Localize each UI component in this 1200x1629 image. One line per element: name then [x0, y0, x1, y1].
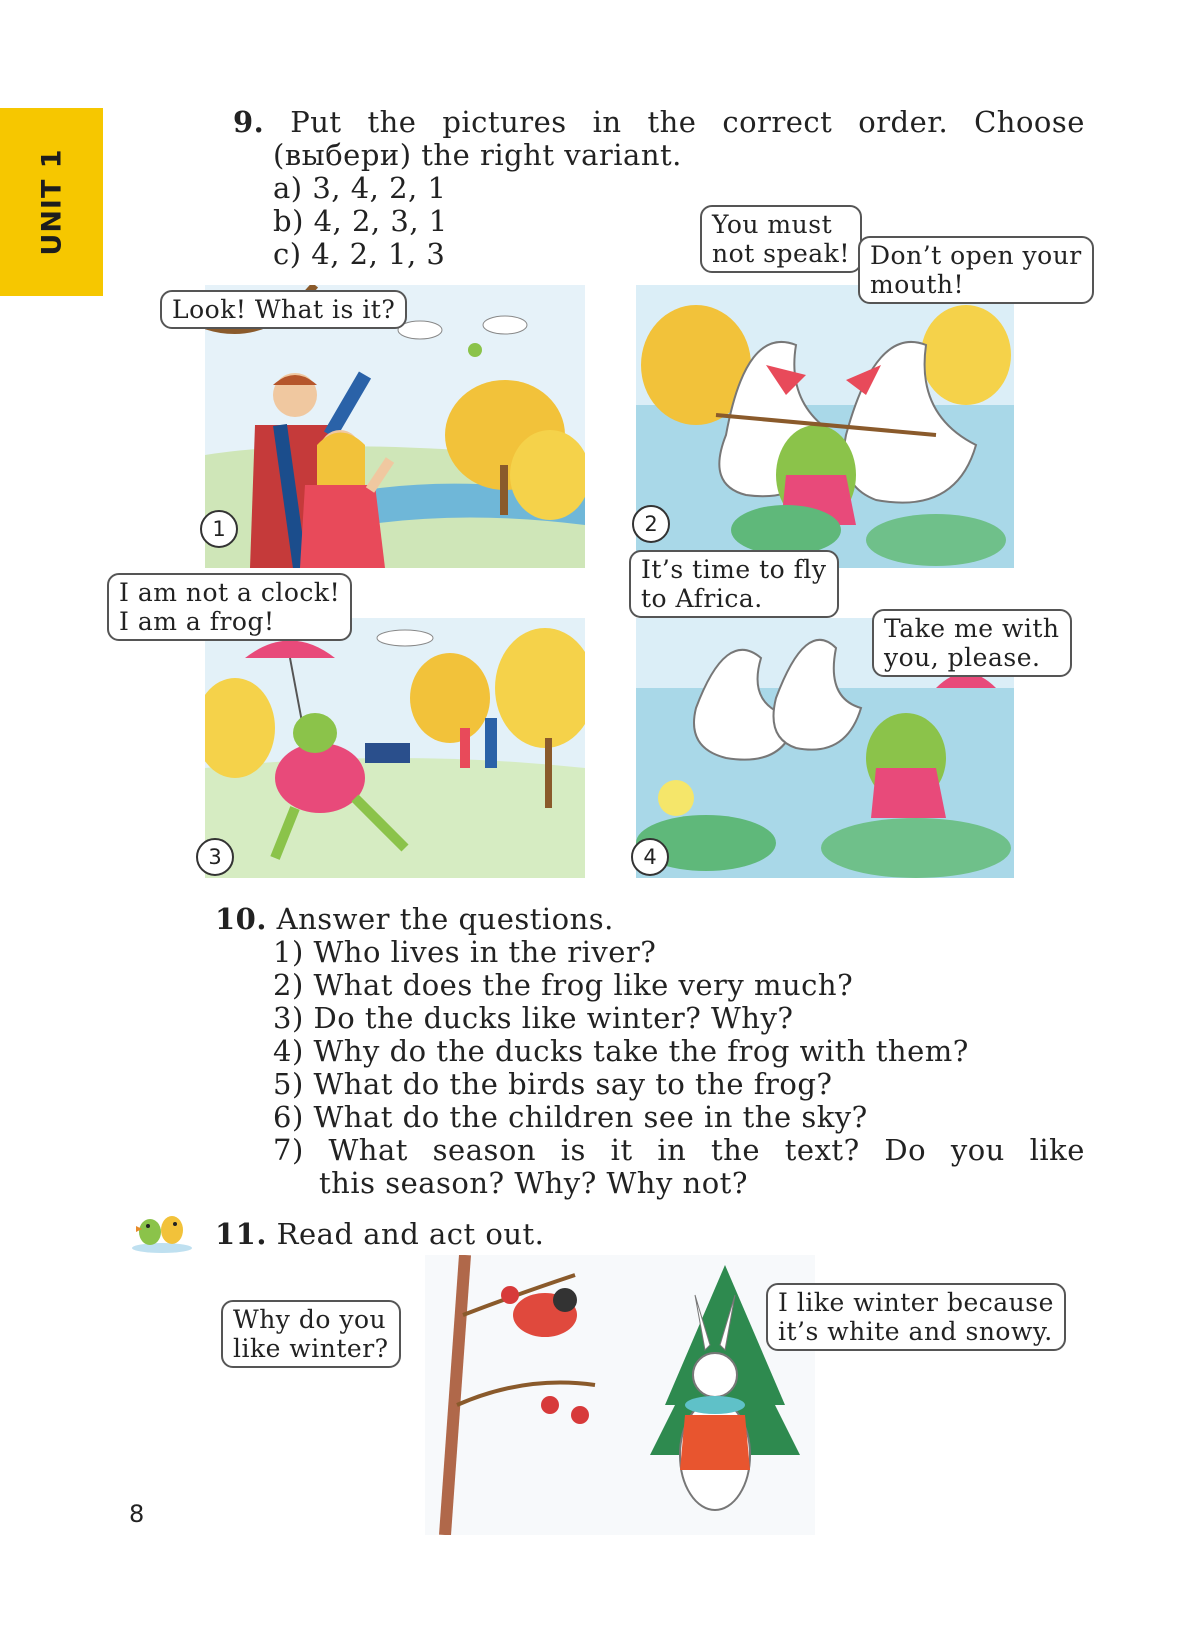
ex10-question-7-line2: this season? Why? Why not?: [319, 1166, 748, 1200]
picture-2-bubble-right-text: Don’t open your mouth!: [870, 241, 1082, 299]
picture-3-bubble-text: I am not a clock! I am a frog!: [119, 578, 341, 636]
ex9-line1-word: correct: [722, 105, 833, 139]
ex9-line1-word: in: [592, 105, 622, 139]
picture-4-bubble-right: [872, 609, 1072, 677]
ex9-line1-words: [233, 106, 1085, 139]
ex10-question-7-word: in: [657, 1133, 687, 1167]
picture-2-bubble-right: [858, 236, 1094, 304]
ex10-question-7-word: like: [1029, 1133, 1085, 1167]
picture-2-number: 2: [632, 505, 670, 543]
ex10-question-3: 3) Do the ducks like winter? Why?: [273, 1001, 794, 1035]
ex10-heading: [215, 903, 614, 936]
picture-4-number: 4: [631, 838, 669, 876]
picture-2-bubble-left: [700, 205, 862, 273]
ex10-question-2: 2) What does the frog like very much?: [273, 968, 854, 1002]
ex10-question-7-words: [273, 1134, 1085, 1167]
page-number: 8: [129, 1500, 145, 1528]
ex9-option-c: c) 4, 2, 1, 3: [273, 237, 446, 271]
winter-illustration: [425, 1255, 815, 1535]
picture-2-illustration: [636, 285, 1014, 568]
picture-2-bubble-left-text: You must not speak!: [712, 210, 850, 268]
ex10-question-4: 4) Why do the ducks take the frog with them?: [273, 1034, 969, 1068]
ex10-question-7-word: season: [432, 1133, 537, 1167]
ex11-bubble-right: [766, 1283, 1066, 1351]
picture-1-bubble: Look! What is it?: [160, 290, 407, 329]
picture-3-illustration: [205, 618, 585, 878]
ex10-question-7-word: Do: [884, 1133, 927, 1167]
birds-icon: [130, 1210, 194, 1254]
ex9-option-a: a) 3, 4, 2, 1: [273, 171, 447, 205]
ex11-bubble-left-text: Why do you like winter?: [233, 1305, 389, 1363]
ex9-line1-word: the: [647, 105, 697, 139]
ex10-question-7-word: What: [328, 1133, 408, 1167]
ex10-question-7-line1: [273, 1134, 1085, 1167]
ex10-question-7-word: the: [711, 1133, 761, 1167]
ex9-line1-word: Put: [290, 105, 342, 139]
ex10-title: Answer the questions.: [276, 902, 614, 936]
ex11-title: Read and act out.: [276, 1217, 545, 1251]
ex10-question-7-word: it: [610, 1133, 633, 1167]
picture-3-number: 3: [196, 838, 234, 876]
ex9-line1: [233, 106, 1085, 139]
ex10-question-7-word: you: [950, 1133, 1005, 1167]
ex10-question-5: 5) What do the birds say to the frog?: [273, 1067, 833, 1101]
picture-4-bubble-left: [629, 550, 839, 618]
ex9-number: 9.: [233, 105, 265, 139]
picture-4-bubble-right-text: Take me with you, please.: [884, 614, 1060, 672]
picture-4-bubble-left-text: It’s time to fly to Africa.: [641, 555, 827, 613]
ex9-option-b: b) 4, 2, 3, 1: [273, 204, 448, 238]
ex10-number: 10.: [215, 902, 267, 936]
ex11-number: 11.: [215, 1217, 267, 1251]
picture-1-number: 1: [200, 510, 238, 548]
picture-3-bubble: [107, 573, 352, 641]
ex9-line1-word: pictures: [442, 105, 567, 139]
ex11-heading: [215, 1218, 544, 1251]
ex9-line1-word: order.: [858, 105, 949, 139]
ex10-question-7-word: is: [560, 1133, 586, 1167]
unit-tab: [0, 108, 103, 296]
ex11-bubble-right-text: I like winter because it’s white and snowy.: [778, 1288, 1054, 1346]
ex9-line1-word: Choose: [974, 105, 1085, 139]
ex10-question-6: 6) What do the children see in the sky?: [273, 1100, 868, 1134]
ex9-line2: (выбери) the right variant.: [273, 138, 682, 172]
ex10-question-7-word: text?: [784, 1133, 860, 1167]
ex11-bubble-left: [221, 1300, 401, 1368]
ex9-line1-word: the: [367, 105, 417, 139]
ex10-question-1: 1) Who lives in the river?: [273, 935, 657, 969]
unit-label: UNIT 1: [36, 148, 67, 256]
ex10-question-7-word: 7): [273, 1133, 304, 1167]
